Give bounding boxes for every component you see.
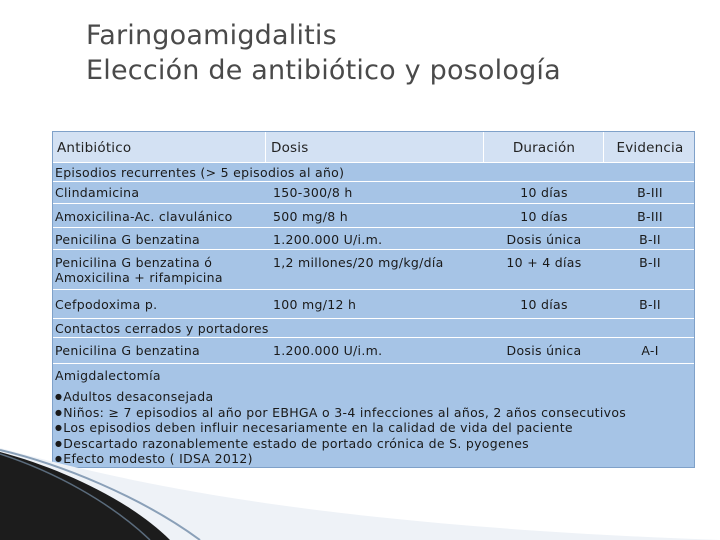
evidence: B-II <box>639 297 661 312</box>
dose: 1.200.000 U/i.m. <box>273 343 383 358</box>
drug-name: Amoxicilina-Ac. clavulánico <box>55 209 233 224</box>
table-header-row <box>53 132 694 163</box>
drug-name: Clindamicina <box>55 185 140 200</box>
dose: 1.200.000 U/i.m. <box>273 232 383 247</box>
list-item <box>55 405 626 421</box>
slide-title <box>86 18 561 88</box>
drug-name: Penicilina G benzatina <box>55 232 201 247</box>
drug-name: Penicilina G benzatina ó <box>55 255 213 270</box>
row-divider <box>53 363 694 364</box>
row-divider <box>53 318 694 319</box>
header-duration: Duración <box>512 140 576 156</box>
bullet-icon: ● <box>55 407 63 417</box>
evidence: B-III <box>637 209 663 224</box>
dose: 100 mg/12 h <box>273 297 357 312</box>
duration: 10 días <box>520 297 568 312</box>
section-title-recurrent: Episodios recurrentes (> 5 episodios al año) <box>55 165 345 180</box>
evidence: B-II <box>639 255 661 270</box>
evidence: A-I <box>641 343 659 358</box>
duration: 10 + 4 días <box>506 255 582 270</box>
row-divider <box>53 227 694 228</box>
duration: Dosis única <box>506 343 582 358</box>
drug-name-2: Amoxicilina + rifampicina <box>55 270 223 285</box>
drug-name: Cefpodoxima p. <box>55 297 158 312</box>
bullet-icon: ● <box>55 392 63 401</box>
duration: 10 días <box>520 209 568 224</box>
row-divider <box>53 249 694 250</box>
row-divider <box>53 337 694 338</box>
header-divider <box>265 132 266 162</box>
bullet-text: Niños: ≥ 7 episodios al año por EBHGA o 3-4 infecciones al años, 2 años consecutivos <box>63 404 627 420</box>
header-evidence: Evidencia <box>616 140 684 156</box>
section-title-contacts: Contactos cerrados y portadores <box>55 321 269 336</box>
header-dose: Dosis <box>271 140 309 156</box>
bullet-icon: ● <box>55 423 63 433</box>
duration: 10 días <box>520 185 568 200</box>
bullet-icon: ● <box>55 438 63 448</box>
list-item <box>55 389 626 405</box>
evidence: B-II <box>639 232 661 247</box>
title-line-1: Faringoamigdalitis <box>86 20 337 51</box>
row-divider <box>53 289 694 290</box>
antibiotic-table <box>52 131 695 468</box>
dose: 500 mg/8 h <box>273 209 349 224</box>
list-item <box>55 420 626 436</box>
section-title-tonsillectomy: Amigdalectomía <box>55 368 161 383</box>
dose: 1,2 millones/20 mg/kg/día <box>273 255 444 270</box>
bullet-text: Adultos desaconsejada <box>63 389 214 404</box>
bullet-text: Descartado razonablemente estado de portado crónica de S. pyogenes <box>63 435 529 451</box>
title-line-2: Elección de antibiótico y posología <box>86 55 561 86</box>
decorative-swoosh <box>0 440 720 540</box>
header-divider <box>603 132 604 162</box>
dose: 150-300/8 h <box>273 185 353 200</box>
duration: Dosis única <box>506 232 582 247</box>
bullet-text: Los episodios deben influir necesariamente en la calidad de vida del paciente <box>63 420 573 436</box>
drug-name: Penicilina G benzatina <box>55 343 201 358</box>
row-divider <box>53 181 694 182</box>
header-antibiotic: Antibiótico <box>57 140 132 156</box>
header-divider <box>483 132 484 162</box>
row-divider <box>53 203 694 204</box>
bullet-icon: ● <box>55 454 63 464</box>
evidence: B-III <box>637 185 663 200</box>
bullet-text: Efecto modesto ( IDSA 2012) <box>63 451 253 467</box>
